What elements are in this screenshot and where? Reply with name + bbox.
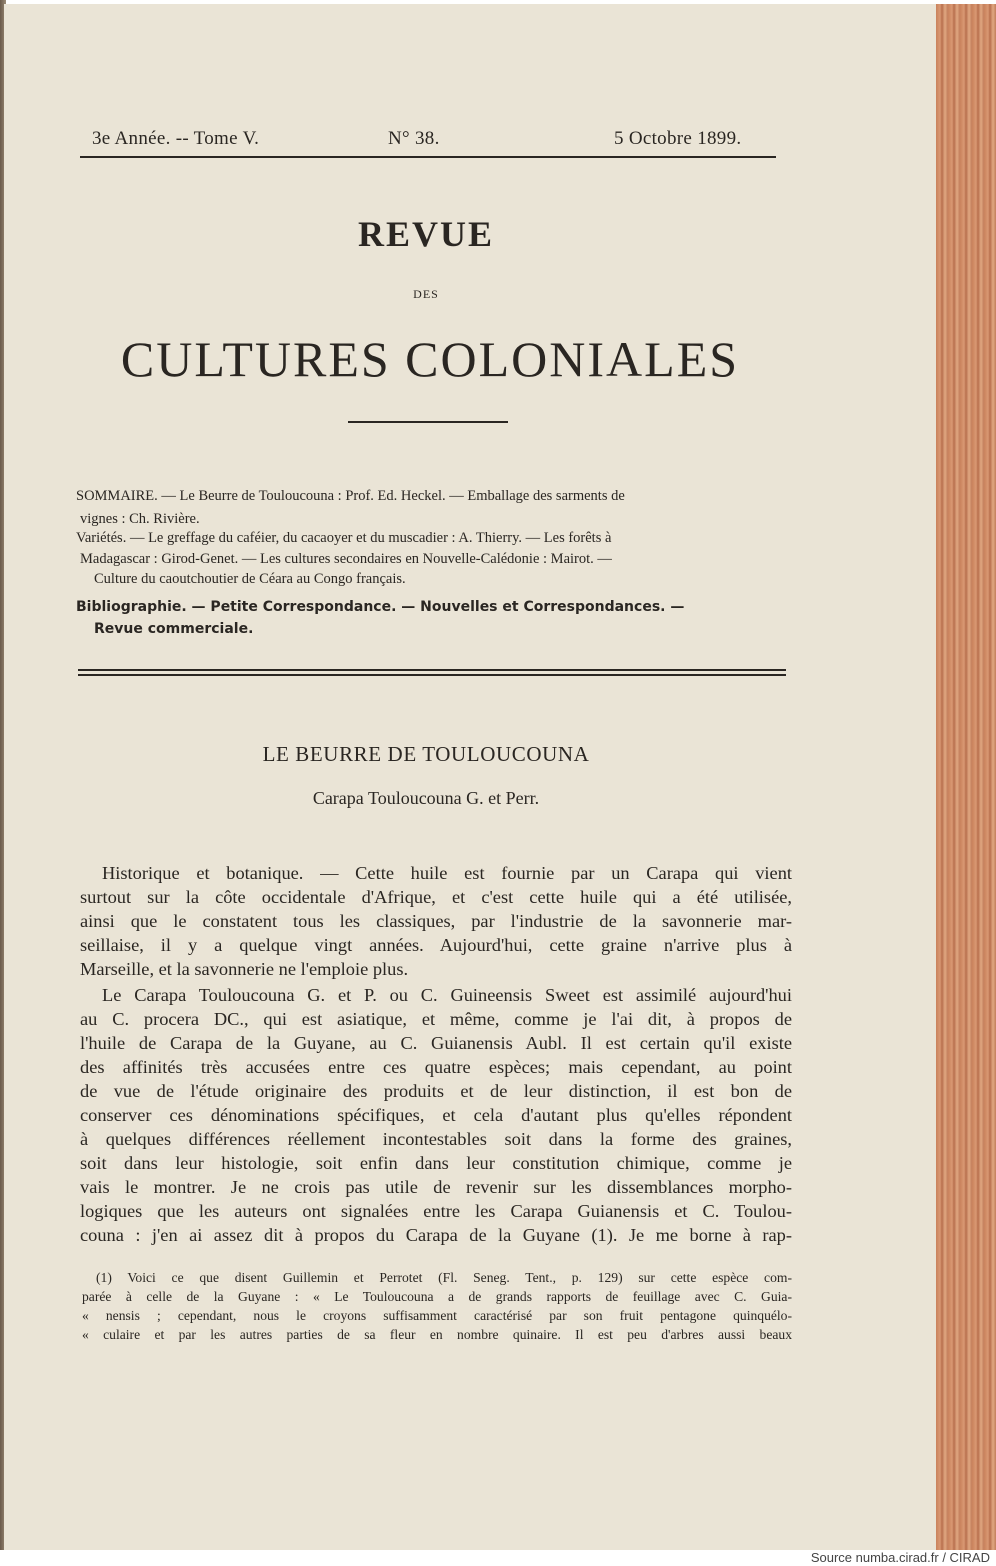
paragraph-line: de vue de l'étude originaire des produits et de leur distinction, il est bon de [80, 1081, 792, 1101]
paragraph-line: Le Carapa Touloucouna G. et P. ou C. Guineensis Sweet est assimilé aujourd'hui [102, 985, 792, 1005]
masthead-des: DES [413, 287, 439, 301]
paragraph-line: conserver ces dénominations spécifiques, et cela d'autant plus qu'elles répondent [80, 1105, 792, 1125]
article-title: LE BEURRE DE TOULOUCOUNA [262, 742, 590, 766]
section-rule [78, 669, 786, 671]
footnote-line: « nensis ; cependant, nous le croyons suffisamment caractérisé par son fruit pentagone quinquélo- [82, 1308, 792, 1323]
paragraph-line: des affinités très accusées entre ces quatre espèces; mais cependant, au point [80, 1057, 792, 1077]
paragraph-line: couna : j'en ai assez dit à propos du Carapa de la Guyane (1). Je me borne à rap- [80, 1225, 792, 1245]
masthead-rule [348, 421, 508, 423]
paragraph-line: surtout sur la côte occidentale d'Afrique, et c'est cette huile qui a été utilisée, [80, 887, 792, 907]
paragraph-line: Historique et botanique. — Cette huile est fournie par un Carapa qui vient [102, 863, 792, 883]
article-subtitle: Carapa Touloucouna G. et Perr. [312, 788, 540, 808]
section-rule [78, 674, 786, 676]
sommaire-line: SOMMAIRE. — Le Beurre de Touloucouna : Prof. Ed. Heckel. — Emballage des sarments de [76, 488, 625, 504]
footnote-line: parée à celle de la Guyane : « Le Touloucouna a de grands rapports de feuillage avec C. Guia- [82, 1289, 792, 1304]
header-rule [80, 156, 776, 158]
header-number: N° 38. [388, 128, 440, 149]
paragraph-line: vais le montrer. Je ne crois pas utile de revenir sur les dissemblances morpho- [80, 1177, 792, 1197]
source-bar [0, 1550, 996, 1566]
sommaire-line: Culture du caoutchoutier de Céara au Congo français. [94, 571, 406, 587]
footnote-line: (1) Voici ce que disent Guillemin et Perrotet (Fl. Seneg. Tent., p. 129) sur cette espèce com- [96, 1270, 792, 1285]
masthead-revue: REVUE [357, 214, 495, 254]
masthead-title: CULTURES COLONIALES [120, 331, 740, 387]
sommaire-line: Revue commerciale. [94, 621, 254, 637]
sommaire-line: Variétés. — Le greffage du caféier, du cacaoyer et du muscadier : A. Thierry. — Les forêts à [76, 530, 612, 546]
header-volume: 3e Année. -- Tome V. [92, 128, 260, 149]
paragraph-line: à quelques différences réellement incontestables soit dans la forme des graines, [80, 1129, 792, 1149]
paragraph-line: soit dans leur histologie, soit enfin dans leur constitution chimique, comme je [80, 1153, 792, 1173]
paragraph-line: logiques que les auteurs ont signalées entre les Carapa Guianensis et C. Toulou- [80, 1201, 792, 1221]
sommaire-line: Madagascar : Girod-Genet. — Les cultures secondaires en Nouvelle-Calédonie : Mairot. — [80, 551, 612, 567]
sommaire-line: vignes : Ch. Rivière. [80, 511, 200, 527]
sommaire-line: Bibliographie. — Petite Correspondance. — Nouvelles et Correspondances. — [76, 599, 685, 615]
paragraph-line: seillaise, il y a quelque vingt années. Aujourd'hui, cette graine n'arrive plus à [80, 935, 792, 955]
paragraph-line: l'huile de Carapa de la Guyane, au C. Guianensis Aubl. Il est certain qu'il existe [80, 1033, 792, 1053]
paragraph-line: ainsi que le constatent tous les classiques, par l'industrie de la savonnerie mar- [80, 911, 792, 931]
paragraph-line: au C. procera DC., qui est asiatique, et même, comme je l'ai dit, à propos de [80, 1009, 792, 1029]
source-credit: Source numba.cirad.fr / CIRAD [810, 1550, 990, 1565]
paragraph-line: Marseille, et la savonnerie ne l'emploie plus. [80, 959, 409, 979]
footnote-line: « culaire et par les autres parties de sa fleur en nombre quinaire. Il est peu d'arbres aussi beaux [82, 1327, 792, 1342]
header-date: 5 Octobre 1899. [614, 128, 742, 149]
page-edges [936, 4, 996, 1550]
